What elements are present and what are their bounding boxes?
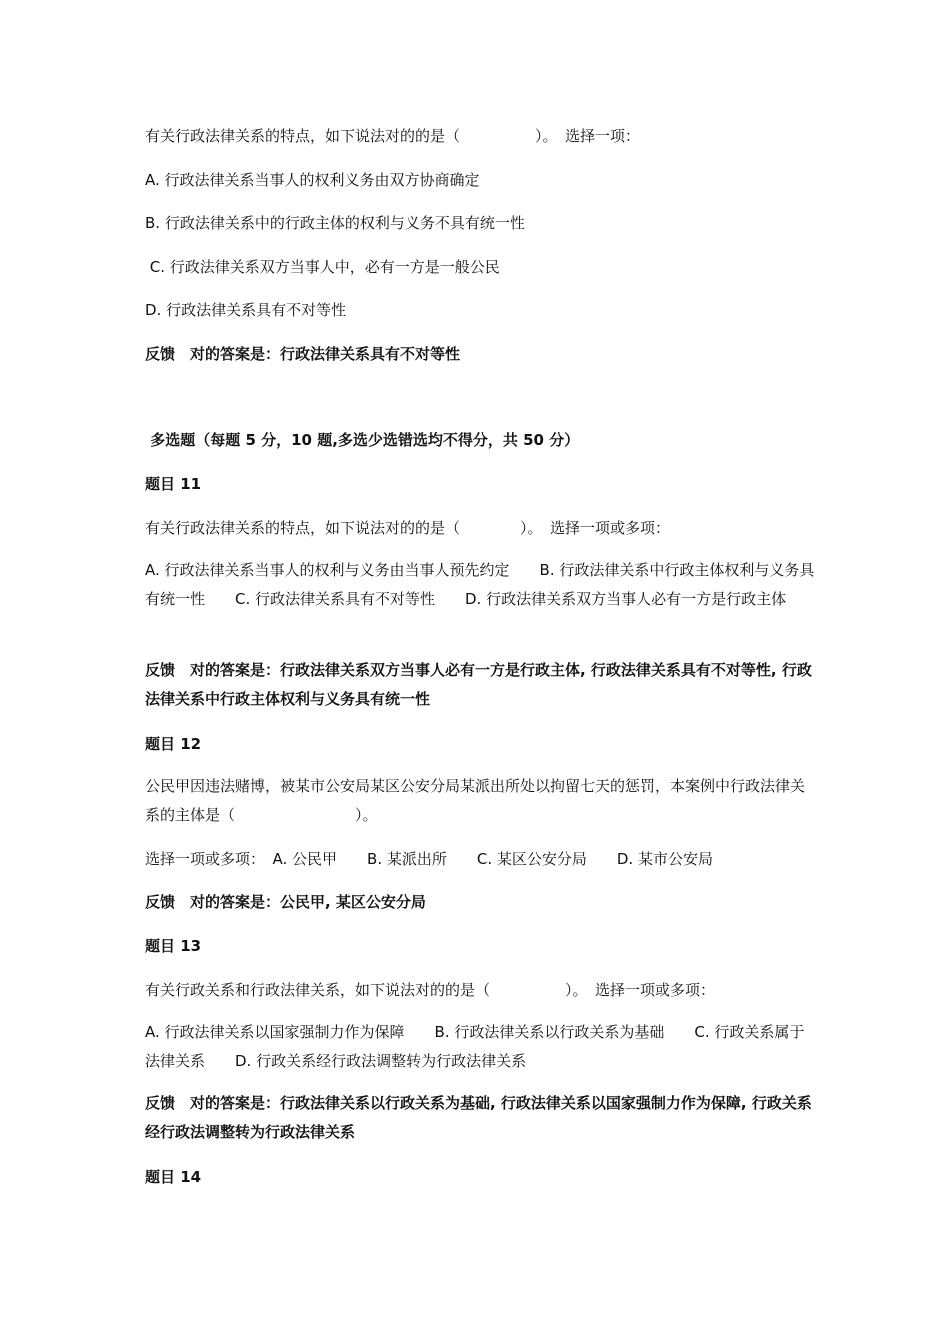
q11-stem: 有关行政法律关系的特点，如下说法对的的是（ ）。 选择一项或多项： (145, 519, 671, 537)
q13-stem: 有关行政关系和行政法律关系，如下说法对的的是（ ）。 选择一项或多项： (145, 981, 716, 999)
q11-title: 题目 11 (145, 475, 202, 493)
section-heading (145, 430, 579, 450)
q11-options: A. 行政法律关系当事人的权利与义务由当事人预先约定 B. 行政法律关系中行政主体权利与义务具有统一性 C. 行政法律关系具有不对等性 D. 行政法律关系双方当事人必有一方是行政主体 (145, 561, 815, 608)
q10-feedback: 反馈 对的答案是：行政法律关系具有不对等性 (145, 345, 461, 363)
q14-title: 题目 14 (145, 1168, 202, 1186)
q12-feedback: 反馈 对的答案是：公民甲, 某区公安分局 (145, 893, 426, 911)
q13-title: 题目 13 (145, 937, 202, 955)
q13-options: A. 行政法律关系以国家强制力作为保障 B. 行政法律关系以行政关系为基础 C. 行政关系属于法律关系 D. 行政关系经行政法调整转为行政法律关系 (145, 1023, 805, 1070)
q10-option-b: B. 行政法律关系中的行政主体的权利与义务不具有统一性 (145, 214, 525, 232)
q12-title: 题目 12 (145, 735, 202, 753)
q12-stem: 公民甲因违法赌博，被某市公安局某区公安分局某派出所处以拘留七天的惩罚，本案例中行政法律关系的主体是（ ）。 (145, 777, 806, 824)
q10-option-c: C. 行政法律关系双方当事人中，必有一方是一般公民 (145, 258, 500, 276)
section-heading-text: 多选题（每题 5 分，10 题,多选少选错选均不得分，共 50 分） (145, 431, 580, 449)
q13-feedback: 反馈 对的答案是：行政法律关系以行政关系为基础, 行政法律关系以国家强制力作为保障, 行政关系经行政法调整转为行政法律关系 (145, 1094, 812, 1141)
q12-options: 选择一项或多项： A. 公民甲 B. 某派出所 C. 某区公安分局 D. 某市公安局 (145, 850, 713, 868)
q10-option-a: A. 行政法律关系当事人的权利义务由双方协商确定 (145, 171, 480, 189)
q11-feedback: 反馈 对的答案是：行政法律关系双方当事人必有一方是行政主体, 行政法律关系具有不对等性, 行政法律关系中行政主体权利与义务具有统一性 (145, 661, 812, 708)
q10-stem: 有关行政法律关系的特点，如下说法对的的是（ ）。 选择一项： (145, 127, 641, 145)
q10-option-d: D. 行政法律关系具有不对等性 (145, 301, 347, 319)
